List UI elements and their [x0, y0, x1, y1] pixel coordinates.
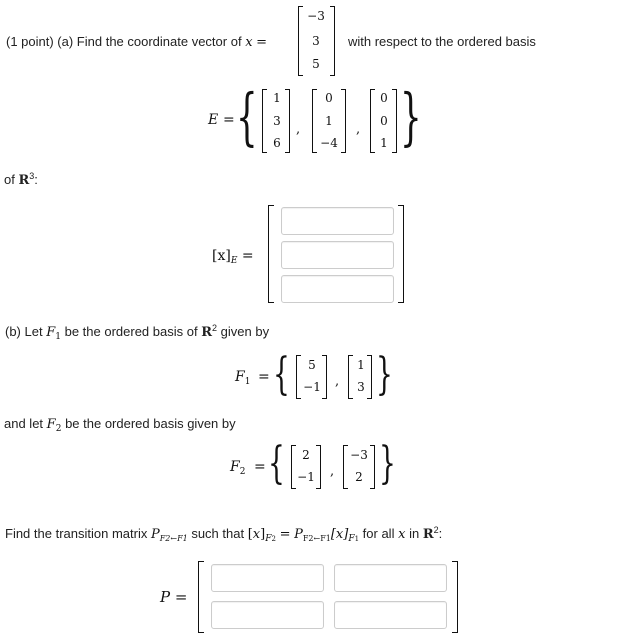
- f2-symbol: $F_2$: [46, 417, 62, 434]
- in-text: in: [409, 526, 420, 541]
- find-text: Find the transition matrix: [5, 526, 148, 541]
- space-punct: :: [34, 172, 38, 187]
- part-b-intro: [5, 324, 269, 340]
- basis-f2-vector-1-entry: −1: [297, 470, 315, 484]
- answer-b-input-r1c1[interactable]: [211, 564, 324, 592]
- of-text: of: [4, 172, 15, 187]
- coord-label-sub: E: [230, 256, 238, 266]
- x-vector-right-bracket: [330, 6, 335, 76]
- equals-sign: =: [254, 459, 266, 475]
- answer-b-right-bracket: [452, 561, 458, 633]
- x-vector-entry: −3: [307, 9, 325, 23]
- for-all-text: for all: [362, 526, 395, 541]
- equation-rhs: $P_{F2\leftarrow F1}[x]_{F1}$: [294, 527, 360, 544]
- basis-f1-vector-2-right-bracket: [367, 355, 372, 399]
- basis-f2-vector-2-entry: −3: [350, 448, 368, 462]
- basis-f1-vector-2-entry: 3: [357, 380, 365, 394]
- part-b-intro-middle: be the ordered basis of: [64, 324, 198, 339]
- answer-a-left-bracket: [268, 205, 274, 303]
- answer-b-input-r1c2[interactable]: [334, 564, 447, 592]
- equals-sign: =: [241, 248, 254, 264]
- left-brace: {: [268, 438, 285, 489]
- basis-e-vector-1-entry: 6: [273, 136, 281, 150]
- part-a-intro-prefix: (1 point) (a) Find the coordinate vector of: [6, 34, 242, 49]
- basis-e-vector-1-entry: 1: [273, 91, 281, 105]
- basis-f2-vector-1-entry: 2: [302, 448, 310, 462]
- x-vector-entry: 3: [312, 34, 320, 48]
- f1-label: $F_1$: [235, 369, 251, 387]
- left-brace: {: [236, 80, 258, 153]
- comma: ,: [335, 374, 340, 389]
- answer-a-input-1[interactable]: [281, 207, 394, 235]
- space-exponent: 2: [212, 323, 218, 333]
- colon: :: [438, 526, 443, 541]
- basis-f1-vector-1-right-bracket: [322, 355, 327, 399]
- equation-lhs: $[x]_{F2}$: [247, 527, 276, 544]
- basis-f1-vector-1-entry: 5: [308, 358, 316, 372]
- coord-label: [212, 248, 254, 264]
- part-b-find-line: [5, 526, 442, 542]
- comma: ,: [356, 122, 361, 137]
- answer-b-left-bracket: [198, 561, 204, 633]
- basis-e-vector-3-entry: 0: [380, 114, 388, 128]
- such-that-text: such that: [191, 526, 245, 541]
- basis-e-symbol: E: [208, 112, 219, 128]
- space-exponent: 2: [433, 525, 439, 535]
- part-b-and-let: [4, 416, 236, 432]
- answer-a-right-bracket: [398, 205, 404, 303]
- x-vector-entry: 5: [312, 57, 320, 71]
- basis-f1-vector-1-entry: −1: [303, 380, 321, 394]
- basis-e-vector-2-entry: 0: [325, 91, 333, 105]
- part-a-intro-suffix: with respect to the ordered basis: [348, 34, 536, 49]
- f2-label: $F_2$: [230, 459, 246, 477]
- equals-sign: =: [258, 369, 270, 385]
- basis-e-vector-2-entry: −4: [320, 136, 338, 150]
- equals-sign: =: [279, 527, 291, 542]
- p-label: P =: [160, 588, 188, 606]
- answer-a-input-3[interactable]: [281, 275, 394, 303]
- part-a-intro: [6, 34, 267, 50]
- answer-a-input-2[interactable]: [281, 241, 394, 269]
- answer-b-input-r2c1[interactable]: [211, 601, 324, 629]
- answer-b-input-r2c2[interactable]: [334, 601, 447, 629]
- and-let-text: and let: [4, 416, 44, 431]
- basis-f2-vector-2-right-bracket: [370, 445, 375, 489]
- right-brace: }: [376, 349, 393, 400]
- coord-label-text: [x]: [212, 248, 231, 264]
- basis-f2-vector-2-entry: 2: [355, 470, 363, 484]
- part-a-of-space: [4, 172, 38, 188]
- x-vector-left-bracket: [298, 6, 303, 76]
- basis-e-vector-3-right-bracket: [392, 89, 397, 153]
- basis-e-vector-1-entry: 3: [273, 114, 281, 128]
- space-symbol: R: [18, 173, 30, 188]
- space-exponent: 3: [29, 171, 35, 181]
- p-symbol: $P_{F2\leftarrow F1}$: [150, 527, 188, 543]
- space-symbol: R: [422, 527, 434, 542]
- part-b-intro-suffix: given by: [220, 324, 270, 339]
- f2-suffix-text: be the ordered basis given by: [65, 416, 236, 431]
- basis-e-vector-2-right-bracket: [341, 89, 346, 153]
- x-symbol: x: [245, 35, 253, 50]
- x-symbol: x: [398, 527, 406, 542]
- equals-sign: =: [223, 112, 235, 128]
- left-brace: {: [273, 349, 290, 400]
- right-brace: }: [379, 438, 396, 489]
- space-symbol: R: [201, 325, 213, 340]
- f1-symbol: $F_1$: [46, 325, 61, 342]
- basis-e-vector-1-right-bracket: [285, 89, 290, 153]
- basis-e-vector-3-entry: 0: [380, 91, 388, 105]
- comma: ,: [330, 464, 335, 479]
- basis-f1-vector-2-entry: 1: [357, 358, 365, 372]
- basis-e-vector-2-entry: 1: [325, 114, 333, 128]
- part-b-intro-prefix: (b) Let: [5, 324, 43, 339]
- basis-f2-vector-1-right-bracket: [316, 445, 321, 489]
- comma: ,: [296, 122, 301, 137]
- right-brace: }: [400, 80, 422, 153]
- equals-sign: =: [256, 35, 268, 50]
- basis-e-vector-3-entry: 1: [380, 136, 388, 150]
